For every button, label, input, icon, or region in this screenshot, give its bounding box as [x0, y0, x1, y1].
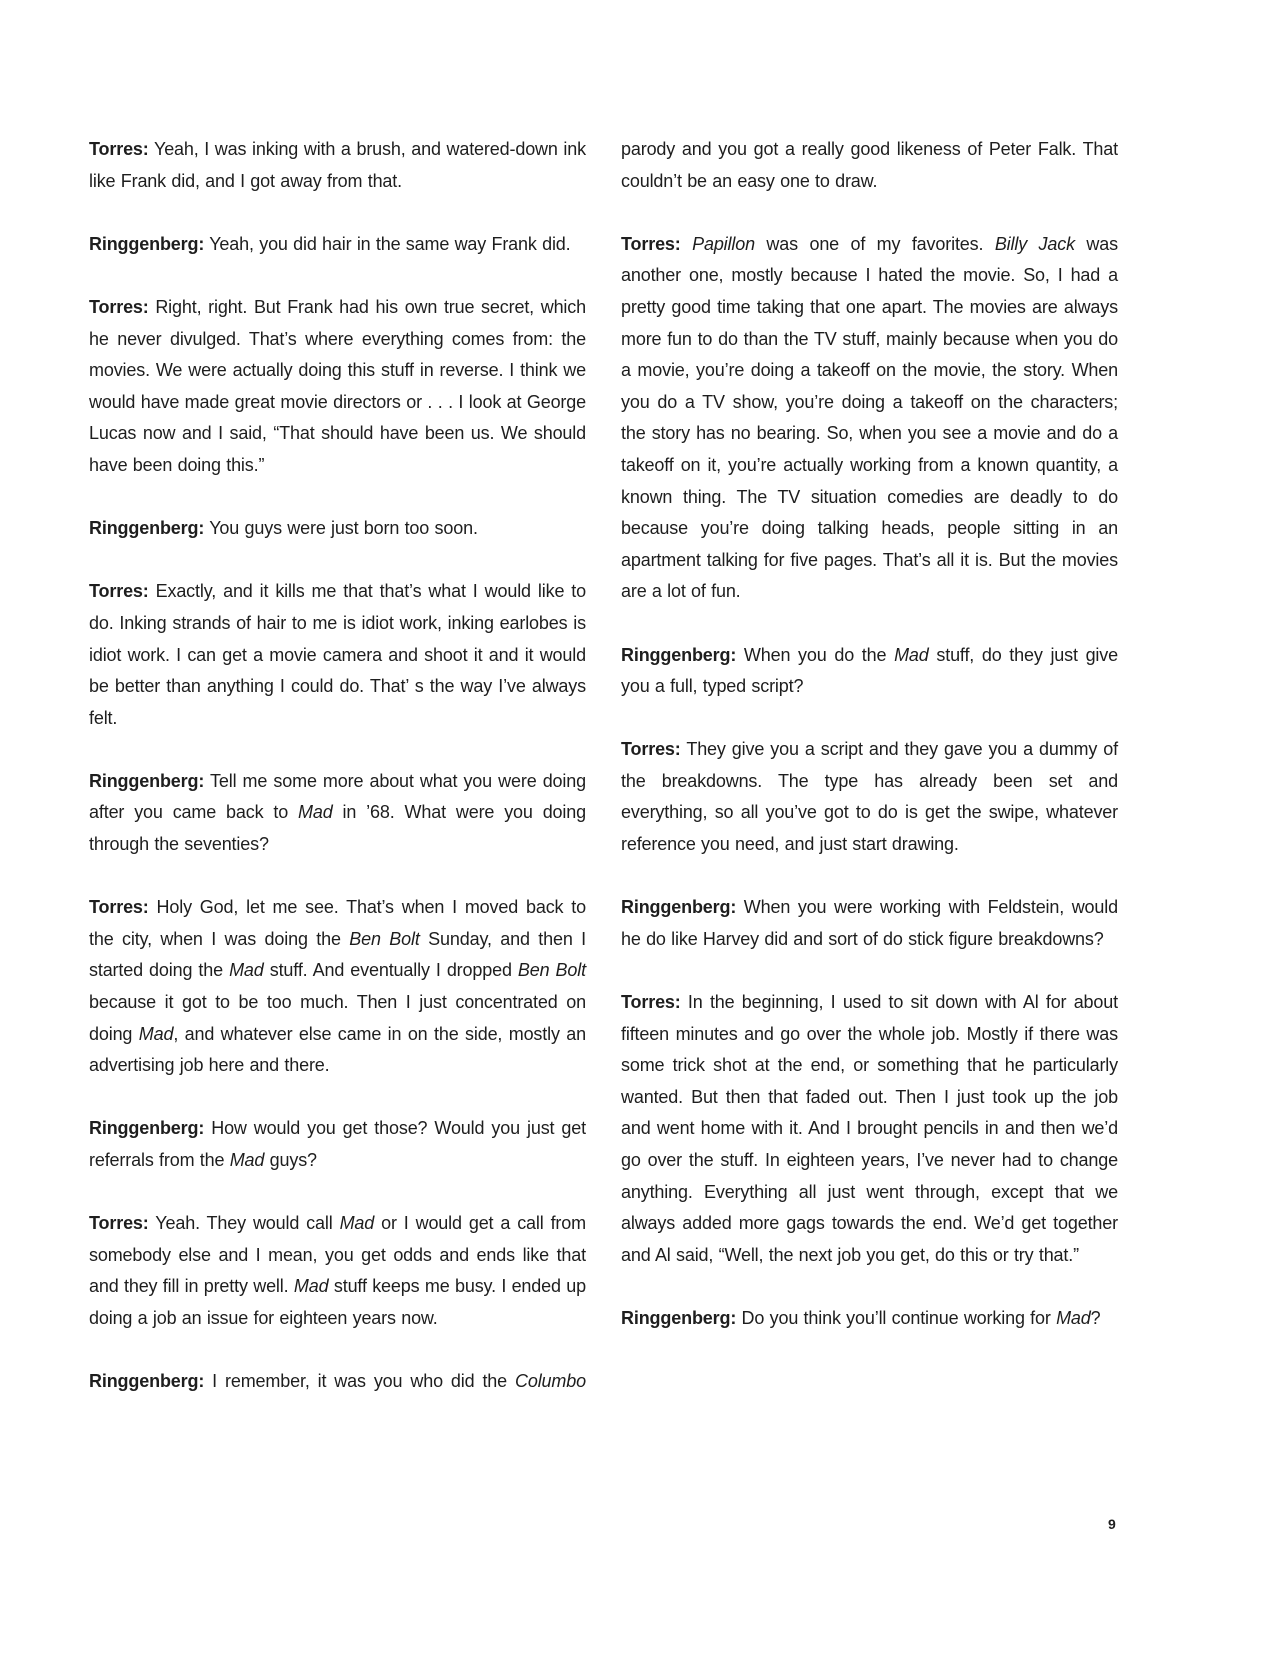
- paragraph-text: in ’68. What were you doing through the seventies?: [89, 802, 586, 855]
- speaker-name: Ringgenberg:: [621, 897, 737, 918]
- page-number: 9: [1108, 1516, 1116, 1532]
- paragraph-text: was another one, mostly because I hated the movie. So, I had a pretty good time taking that one apart. The movies are always more fun to do than the TV stuff, mainly because when you do a movie, you’re doing a takeoff on the movie, the story. When you do a TV show, you’re doing a takeoff on the characters; the story has no bearing. So, when you see a movie and do a takeoff on it, you’re actually working from a known quantity, a known thing. The TV situation comedies are deadly to do because you’re doing talking heads, people sitting in an apartment talking for five pages. That’s all it is. But the movies are a lot of fun.: [621, 233, 1118, 602]
- italic-title: Mad: [1056, 1307, 1091, 1328]
- paragraph-text: parody and you got a really good likeness of Peter Falk. That couldn’t be an easy one to draw.: [621, 139, 1118, 191]
- interview-paragraph: [621, 640, 1118, 703]
- speaker-name: Torres:: [89, 581, 149, 602]
- interview-paragraph: [89, 134, 586, 197]
- italic-title: Mad: [229, 960, 264, 981]
- speaker-name: Torres:: [89, 296, 149, 317]
- interview-paragraph: [89, 1366, 586, 1398]
- speaker-name: Torres:: [621, 739, 681, 760]
- speaker-name: Ringgenberg:: [621, 1307, 737, 1328]
- interview-paragraph: [621, 734, 1118, 860]
- paragraph-text: Right, right. But Frank had his own true secret, which he never divulged. That’s where everything comes from: the movies. We were actually doing this stuff in reverse. I think we would have made great movie directors or . . . I look at George Lucas now and I said, “That should have been us. We should have been doing this.”: [89, 296, 586, 475]
- paragraph-text: , and whatever else came in on the side, mostly an advertising job here and there.: [89, 1023, 586, 1076]
- interview-paragraph: [89, 1113, 586, 1176]
- speaker-name: Ringgenberg:: [89, 518, 205, 539]
- italic-title: Papillon: [692, 233, 755, 254]
- speaker-name: Ringgenberg:: [89, 770, 205, 791]
- paragraph-text: Tell me some more about what you were doing after you came back to: [89, 770, 586, 823]
- speaker-name: Ringgenberg:: [89, 233, 205, 254]
- interview-paragraph: [89, 229, 586, 261]
- interview-paragraph: [89, 766, 586, 861]
- paragraph-text: [681, 234, 692, 254]
- paragraph-text: When you do the: [736, 644, 895, 665]
- speaker-name: Torres:: [89, 1213, 149, 1234]
- paragraph-text: Sunday, and then I started doing the: [89, 928, 586, 981]
- interview-paragraph: [89, 1208, 586, 1334]
- paragraph-text: Do you think you’ll continue working for: [736, 1307, 1057, 1328]
- speaker-name: Ringgenberg:: [621, 644, 737, 665]
- paragraph-text: ?: [1090, 1307, 1101, 1328]
- paragraph-text: Yeah. They would call: [148, 1213, 340, 1234]
- speaker-name: Torres:: [89, 897, 149, 918]
- speaker-name: Torres:: [621, 992, 681, 1013]
- paragraph-text: I remember, it was you who did the: [204, 1371, 515, 1392]
- paragraph-text: You guys were just born too soon.: [204, 518, 478, 539]
- interview-paragraph: [621, 987, 1118, 1271]
- left-column: [89, 134, 586, 1429]
- paragraph-text: because it got to be too much. Then I just concentrated on doing: [89, 992, 586, 1044]
- paragraph-text: Yeah, you did hair in the same way Frank did.: [204, 233, 571, 254]
- italic-title: Mad: [293, 1276, 329, 1297]
- interview-paragraph: [89, 292, 586, 482]
- paragraph-text: Holy God, let me see. That’s when I moved back to the city, when I was doing the: [89, 897, 586, 949]
- paragraph-text: stuff. And eventually I dropped: [263, 960, 518, 981]
- paragraph-text: When you were working with Feldstein, would he do like Harvey did and sort of do stick figure breakdowns?: [621, 897, 1118, 949]
- italic-title: Mad: [229, 1150, 265, 1170]
- interview-paragraph: [621, 229, 1118, 608]
- paragraph-text: Exactly, and it kills me that that’s what I would like to do. Inking strands of hair to me is idiot work, inking earlobes is idiot work. I can get a movie camera and shoot it and it would be better than anything I could do. That’ s the way I’ve always felt.: [89, 581, 586, 728]
- speaker-name: Ringgenberg:: [89, 1118, 205, 1139]
- interview-paragraph: [89, 892, 586, 1082]
- interview-paragraph: [89, 513, 586, 545]
- paragraph-text: Yeah, I was inking with a brush, and watered-down ink like Frank did, and I got away from that.: [89, 139, 586, 191]
- paragraph-text: How would you get those? Would you just get referrals from the: [89, 1118, 586, 1170]
- paragraph-text: In the beginning, I used to sit down with Al for about fifteen minutes and go over the whole job. Mostly if there was some trick shot at the end, or something that he particularly wanted. But then that faded out. Then I just took up the job and went home with it. And I brought pencils in and then we’d go over the stuff. In eighteen years, I’ve never had to change anything. Everything all just went through, except that we always added more gags towards the end. We’d get together and Al said, “Well, the next job you get, do this or try that.”: [621, 992, 1118, 1265]
- speaker-name: Torres:: [621, 233, 681, 254]
- speaker-name: Torres:: [89, 139, 149, 159]
- paragraph-text: They give you a script and they gave you a dummy of the breakdowns. The type has already been set and everything, so all you’ve got to do is get the swipe, whatever reference you need, and just start drawing.: [621, 739, 1118, 855]
- speaker-name: Ringgenberg:: [89, 1371, 205, 1392]
- interview-paragraph: [89, 576, 586, 734]
- italic-title: Mad: [138, 1023, 174, 1044]
- paragraph-text: stuff keeps me busy. I ended up doing a job an issue for eighteen years now.: [89, 1276, 586, 1328]
- italic-title: Ben Bolt: [517, 960, 586, 981]
- italic-title: Billy Jack: [994, 233, 1075, 254]
- italic-title: Columbo: [515, 1371, 586, 1392]
- paragraph-text: or I would get a call from somebody else and I mean, you get odds and ends like that and they fill in pretty well.: [89, 1213, 586, 1297]
- continued-paragraph: [621, 134, 1118, 197]
- italic-title: Mad: [894, 644, 929, 665]
- interview-paragraph: [621, 1303, 1118, 1335]
- italic-title: Mad: [298, 802, 333, 823]
- interview-paragraph: [621, 892, 1118, 955]
- italic-title: Ben Bolt: [349, 928, 420, 949]
- paragraph-text: was one of my favorites.: [754, 233, 995, 254]
- italic-title: Mad: [339, 1213, 375, 1234]
- right-column: [621, 134, 1118, 1366]
- paragraph-text: guys?: [264, 1150, 317, 1170]
- paragraph-text: stuff, do they just give you a full, typed script?: [621, 644, 1118, 697]
